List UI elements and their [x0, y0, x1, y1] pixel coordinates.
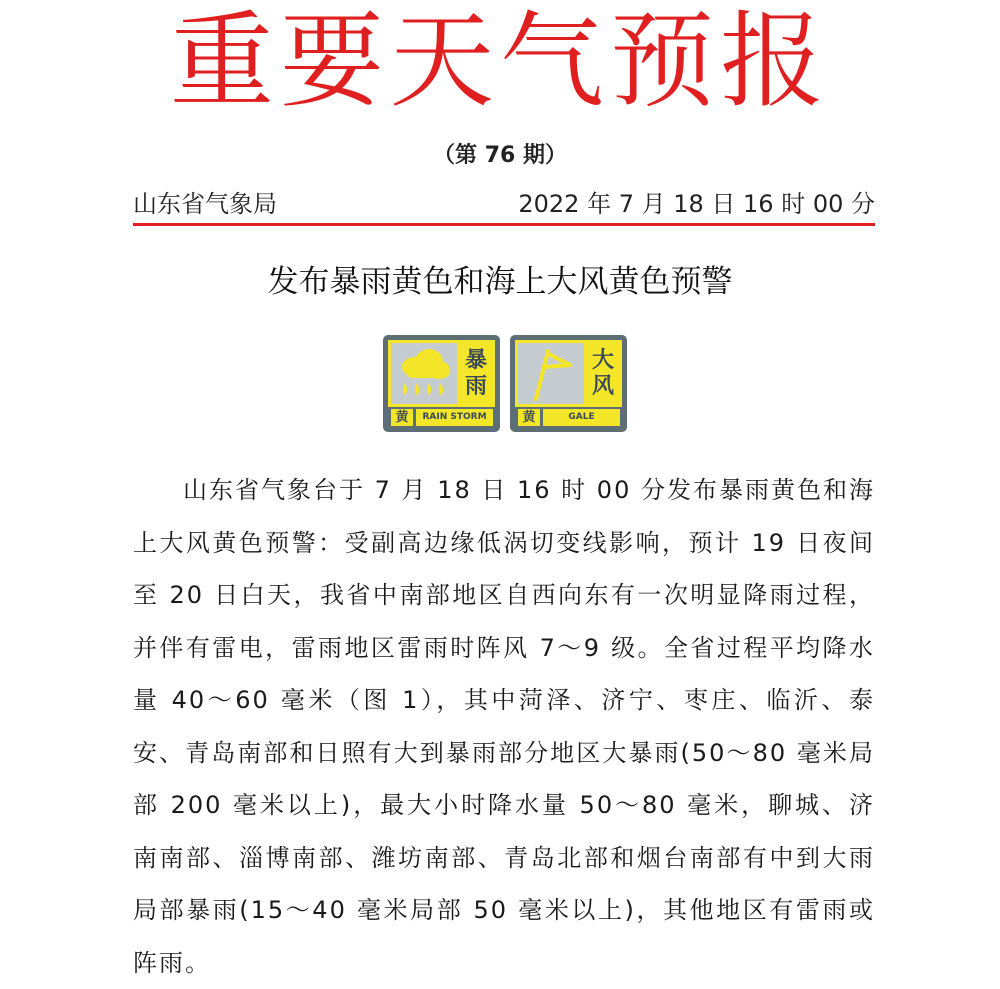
issuing-agency: 山东省气象局 [133, 189, 277, 218]
forecast-paragraph: 山东省气象台于 7 月 18 日 16 时 00 分发布暴雨黄色和海上大风黄色预警：受副高边缘低涡切变线影响，预计 19 日夜间至 20 日白天，我省中南部地区自西向东有一次明显降雨过程，并伴有雷电，雷雨地区雷雨时阵风 7～9 级。全省过程平均降水量 40～60 毫米（图 1），其中菏泽、济宁、枣庄、临沂、泰安、青岛南部和日照有大到暴雨部分地区大暴雨(50～80 毫米局部 200 毫米以上)，最大小时降水量 50～80 毫米，聊城、济南南部、淄博南部、潍坊南部、青岛北部和烟台南部有中到大雨局部暴雨(15～40 毫米局部 50 毫米以上)，其他地区有雷雨或阵雨。 [133, 476, 875, 977]
meta-row [133, 186, 875, 216]
signal-char-top: 暴 [464, 347, 487, 373]
headline: 发布暴雨黄色和海上大风黄色预警 [267, 264, 733, 300]
masthead-title: 重要天气预报 [169, 0, 830, 122]
issue-number: （第 76 期） [433, 143, 567, 168]
signal-english-name: RAIN STORM [416, 409, 493, 426]
rainstorm-cloud-icon [391, 343, 457, 404]
signal-char-top: 大 [591, 347, 614, 373]
rainstorm-warning-signal [383, 335, 500, 432]
gale-warning-signal [510, 335, 627, 432]
gale-flag-icon [518, 343, 584, 404]
signal-chinese-name [460, 343, 492, 404]
signal-chinese-name [587, 343, 619, 404]
forecast-body [133, 464, 875, 989]
red-divider [133, 223, 875, 226]
issue-datetime: 2022 年 7 月 18 日 16 时 00 分 [518, 189, 875, 218]
signal-english-name: GALE [543, 409, 620, 426]
signal-char-bottom: 雨 [464, 373, 487, 399]
signal-char-bottom: 风 [591, 373, 614, 399]
signal-level: 黄 [518, 409, 540, 426]
signal-level: 黄 [391, 409, 413, 426]
